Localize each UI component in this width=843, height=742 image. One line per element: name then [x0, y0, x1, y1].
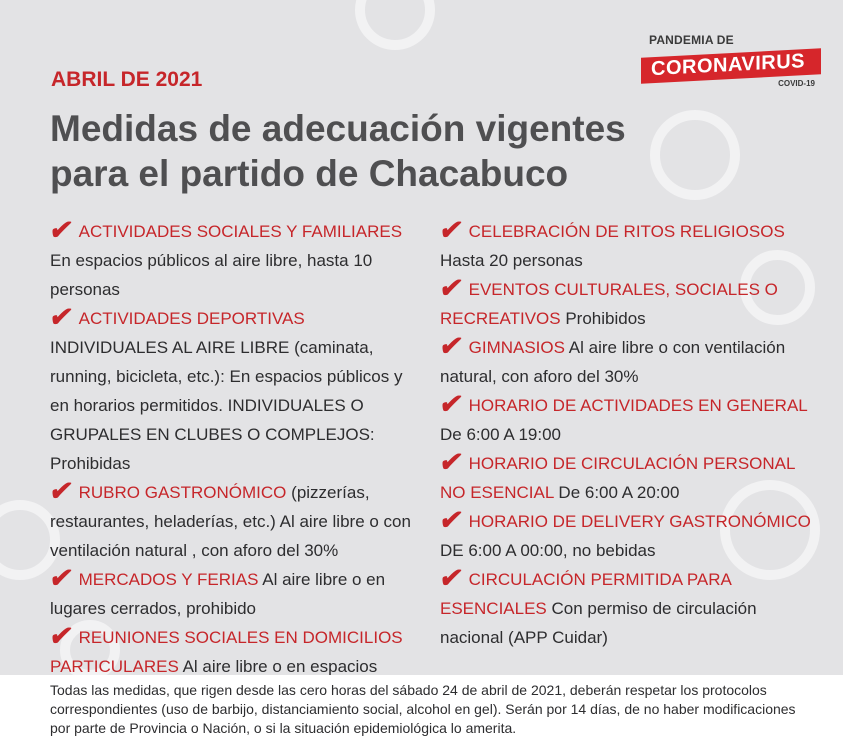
measure-heading: ACTIVIDADES SOCIALES Y FAMILIARES — [78, 222, 403, 241]
measure-item — [437, 447, 820, 507]
title-line-1: Medidas de adecuación vigentes — [50, 108, 626, 149]
measure-item — [437, 563, 820, 652]
logo-sub-text: COVID-19 — [778, 79, 815, 88]
measure-text: En espacios públicos al aire libre, hasta 10 personas — [50, 251, 373, 299]
measure-item — [437, 389, 820, 449]
measure-item — [47, 563, 420, 623]
measure-item — [47, 302, 420, 478]
left-column — [47, 215, 420, 675]
check-icon: ✔ — [47, 476, 76, 506]
measure-text: Prohibidos — [565, 309, 646, 328]
check-icon: ✔ — [47, 302, 76, 332]
measure-text: Al aire libre o en lugares cerrados, prohibido — [50, 570, 386, 618]
measure-item — [47, 476, 420, 565]
logo-top-text: PANDEMIA DE — [649, 33, 734, 47]
check-icon: ✔ — [437, 273, 466, 303]
check-icon: ✔ — [437, 447, 466, 477]
check-icon: ✔ — [437, 331, 466, 361]
right-column — [437, 215, 820, 652]
measure-text: De 6:00 A 19:00 — [440, 425, 561, 444]
measure-item — [437, 331, 820, 391]
measure-heading: REUNIONES SOCIALES EN DOMICILIOS PARTICULARES — [50, 628, 403, 675]
measure-item — [47, 215, 420, 304]
logo-main-text: CORONAVIRUS — [651, 50, 806, 81]
check-icon: ✔ — [47, 563, 76, 593]
measure-heading: HORARIO DE CIRCULACIÓN PERSONAL NO ESENCIAL — [440, 454, 795, 502]
measure-heading: HORARIO DE ACTIVIDADES EN GENERAL — [468, 396, 808, 415]
measure-text: Al aire libre o con ventilación natural, con aforo del 30% — [440, 338, 786, 386]
measure-heading: EVENTOS CULTURALES, SOCIALES O RECREATIVOS — [440, 280, 778, 328]
measure-heading: CELEBRACIÓN DE RITOS RELIGIOSOS — [468, 222, 785, 241]
page-title — [50, 106, 626, 196]
check-icon: ✔ — [437, 505, 466, 535]
measure-heading: RUBRO GASTRONÓMICO — [78, 483, 287, 502]
measure-heading: GIMNASIOS — [468, 338, 565, 357]
measure-text: INDIVIDUALES AL AIRE LIBRE (caminata, running, bicicleta, etc.): En espacios públicos y en horarios permitidos. INDIVIDUALES O GRUPALES EN CLUBES O COMPLEJOS: Prohibidas — [50, 338, 403, 473]
measure-item — [47, 621, 420, 675]
measure-item — [437, 273, 820, 333]
check-icon: ✔ — [47, 621, 76, 651]
measure-heading: MERCADOS Y FERIAS — [78, 570, 259, 589]
virus-icon — [650, 110, 740, 200]
date-label: ABRIL DE 2021 — [51, 68, 203, 91]
coronavirus-logo — [641, 33, 821, 91]
measure-text: Hasta 20 personas — [440, 251, 583, 270]
footer-note: Todas las medidas, que rigen desde las cero horas del sábado 24 de abril de 2021, deberán respetar los protocolos correspondientes (uso de barbijo, distanciamiento social, alcohol en gel). Serán por 14 días, de no haber modificaciones por parte de Provincia o Nación, o si la situación epidemiológica lo amerita. — [50, 682, 796, 736]
measure-text: DE 6:00 A 00:00, no bebidas — [440, 541, 656, 560]
check-icon: ✔ — [437, 215, 466, 245]
measure-item — [437, 215, 820, 275]
check-icon: ✔ — [47, 215, 76, 245]
title-line-2: para el partido de Chacabuco — [50, 153, 569, 194]
measure-text: De 6:00 A 20:00 — [558, 483, 680, 502]
measure-text: Al aire libre o en espacios — [182, 657, 378, 675]
measure-heading: CIRCULACIÓN PERMITIDA PARA ESENCIALES — [440, 570, 731, 618]
measure-text: (pizzerías, restaurantes, heladerías, etc.) Al aire libre o con ventilación natural , con aforo del 30% — [50, 483, 411, 560]
check-icon: ✔ — [437, 563, 466, 593]
measure-item — [437, 505, 820, 565]
measure-heading: ACTIVIDADES DEPORTIVAS — [78, 309, 305, 328]
check-icon: ✔ — [437, 389, 466, 419]
virus-icon — [355, 0, 435, 50]
measure-heading: HORARIO DE DELIVERY GASTRONÓMICO — [468, 512, 811, 531]
measure-text: Con permiso de circulación nacional (APP Cuidar) — [440, 599, 757, 647]
